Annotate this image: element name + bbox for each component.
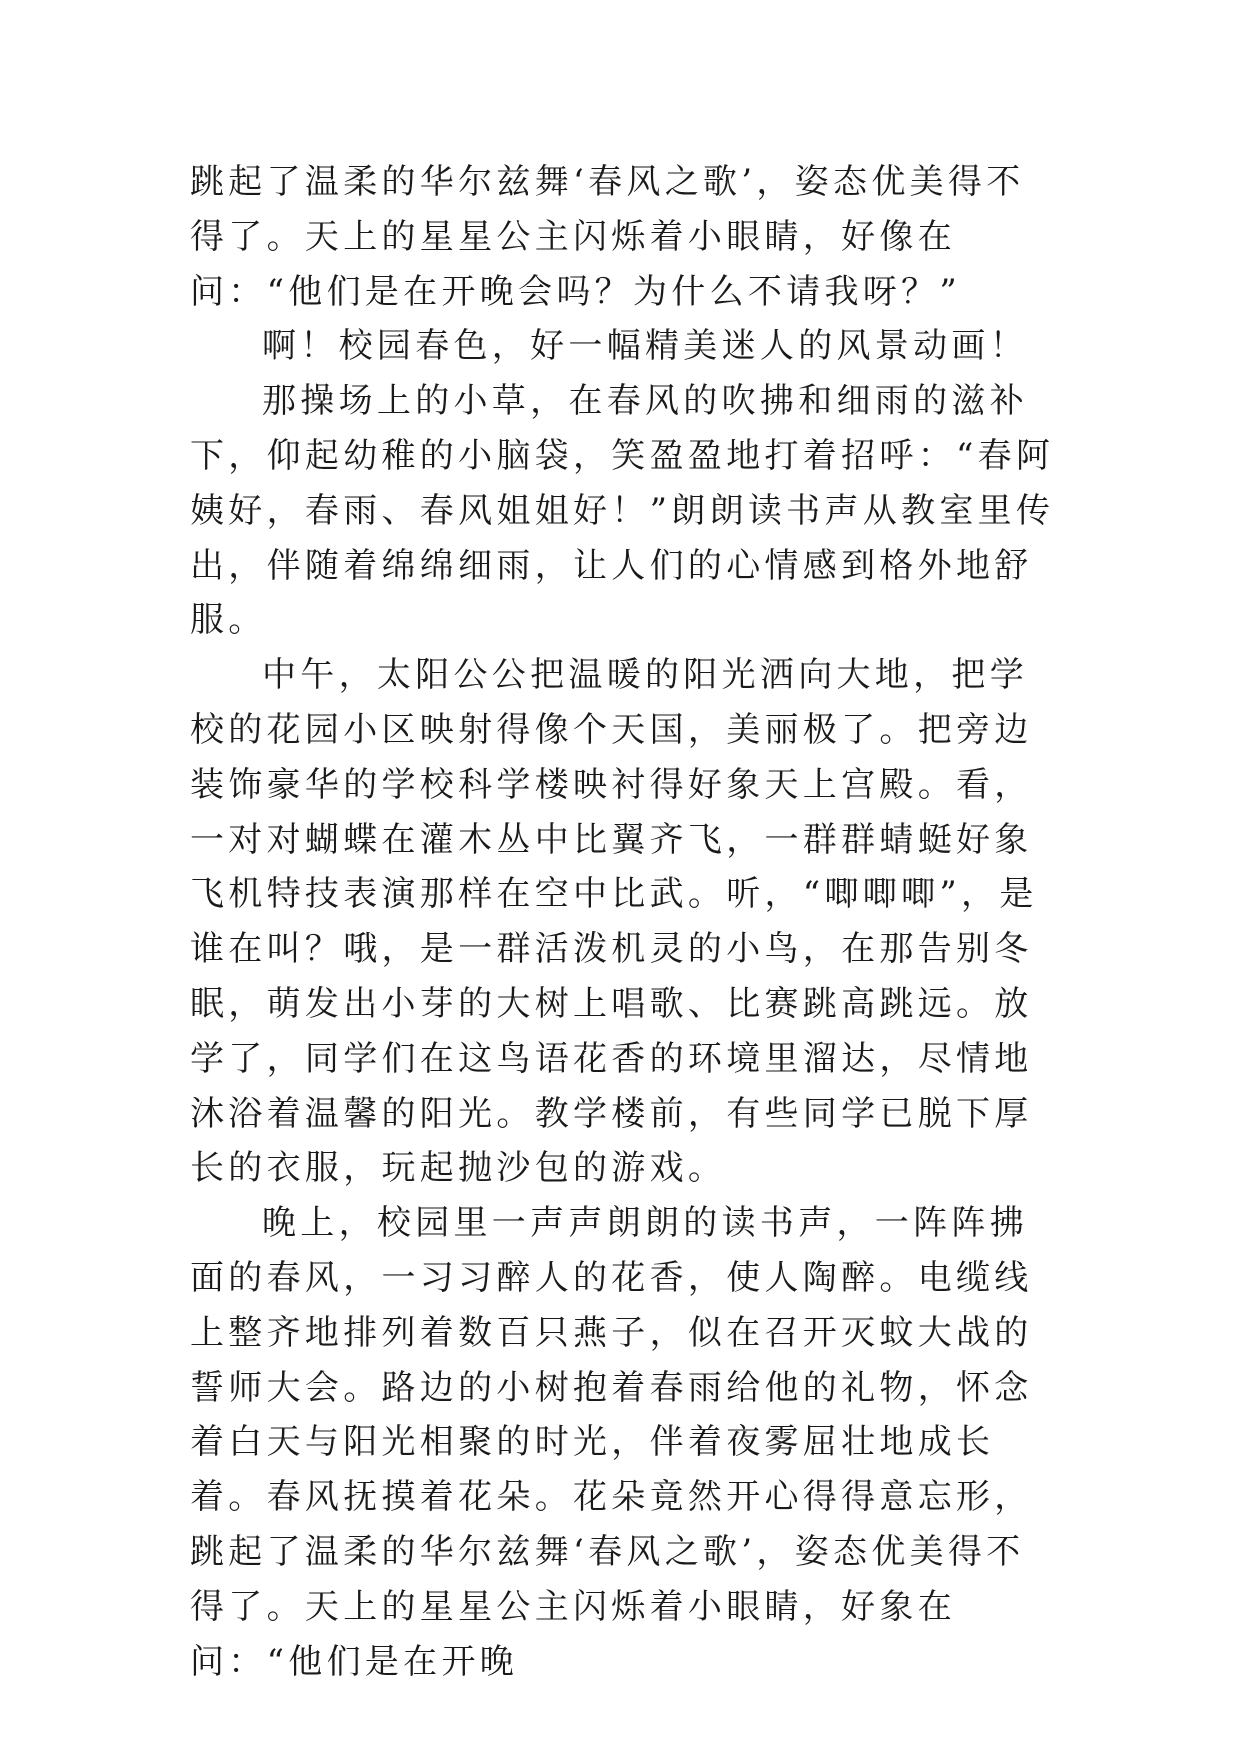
paragraph-evening: 晚上，校园里一声声朗朗的读书声，一阵阵拂面的春风，一习习醉人的花香，使人陶醉。电缆线上整齐地排列着数百只燕子，似在召开灭蚊大战的誓师大会。路边的小树抱着春雨给他的礼物，怀念着白天与阳光相聚的时光，伴着夜雾屈壮地成长着。春风抚摸着花朵。花朵竟然开心得得意忘形，跳起了温柔的华尔兹舞‘春风之歌’，姿态优美得不得了。天上的星星公主闪烁着小眼睛，好象在问：“他们是在开晚: [190, 1203, 1033, 1682]
document-body: [190, 155, 1060, 1689]
paragraph-continued: 跳起了温柔的华尔兹舞‘春风之歌’，姿态优美得不得了。天上的星星公主闪烁着小眼睛，好像在问：“他们是在开晚会吗？为什么不请我呀？”: [190, 162, 1025, 312]
paragraph-exclamation: 啊！校园春色，好一幅精美迷人的风景动画！: [262, 326, 1028, 367]
paragraph-noon: 中午，太阳公公把温暖的阳光洒向大地，把学校的花园小区映射得像个天国，美丽极了。把旁边装饰豪华的学校科学楼映衬得好象天上宫殿。看，一对对蝴蝶在灌木丛中比翼齐飞，一群群蜻蜓好象飞机特技表演那样在空中比武。听，“唧唧唧”，是谁在叫？哦，是一群活泼机灵的小鸟，在那告别冬眠，萌发出小芽的大树上唱歌、比赛跳高跳远。放学了，同学们在这鸟语花香的环境里溜达，尽情地沐浴着温馨的阳光。教学楼前，有些同学已脱下厚长的衣服，玩起抛沙包的游戏。: [190, 655, 1038, 1189]
paragraph-playground: 那操场上的小草，在春风的吹拂和细雨的滋补下，仰起幼稚的小脑袋，笑盈盈地打着招呼：“春阿姨好，春雨、春风姐姐好！”朗朗读书声从教室里传出，伴随着绵绵细雨，让人们的心情感到格外地舒服。: [190, 381, 1055, 641]
